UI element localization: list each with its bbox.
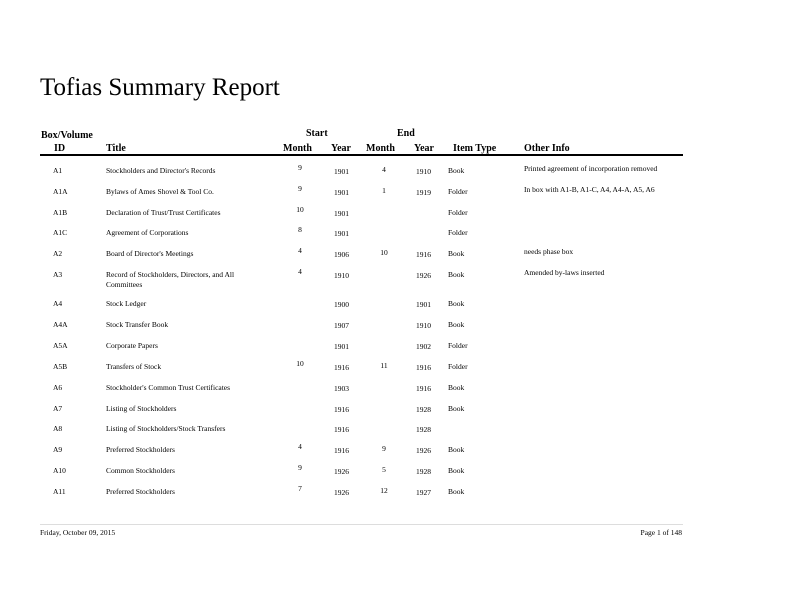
cell-start-year: 1916 [334,363,349,372]
cell-item-type: Book [448,299,465,308]
cell-title: Preferred Stockholders [106,445,175,454]
cell-title: Stock Ledger [106,299,147,308]
cell-start-year: 1926 [334,488,349,497]
cell-start-year: 1916 [334,425,349,434]
table-row [0,225,792,249]
cell-end-year: 1928 [416,405,431,414]
cell-end-year: 1910 [416,321,431,330]
cell-item-type: Folder [448,362,468,371]
table-row [0,163,792,187]
cell-item-type: Book [448,249,465,258]
cell-item-type: Book [448,466,465,475]
cell-id: A1 [53,166,63,175]
cell-title: Corporate Papers [106,341,158,350]
cell-start-month: 10 [296,205,304,214]
cell-item-type: Book [448,320,465,329]
cell-start-year: 1916 [334,405,349,414]
cell-end-month: 4 [382,165,386,174]
cell-end-year: 1902 [416,342,431,351]
cell-title: Board of Director's Meetings [106,249,194,258]
cell-end-year: 1916 [416,250,431,259]
cell-id: A5A [53,341,68,350]
cell-title: Common Stockholders [106,466,175,475]
cell-id: A4 [53,299,63,308]
cell-start-month: 9 [298,184,302,193]
cell-item-type: Book [448,404,465,413]
report-title: Tofias Summary Report [40,74,280,101]
footer-page-number: Page 1 of 148 [640,528,682,537]
cell-start-year: 1906 [334,250,349,259]
table-row [0,404,792,425]
cell-start-month: 9 [298,163,302,172]
cell-id: A1C [53,228,68,237]
cell-item-type: Book [448,383,465,392]
cell-start-year: 1901 [334,342,349,351]
header-end: End [397,128,415,139]
cell-start-year: 1901 [334,167,349,176]
cell-other-info: In box with A1-B, A1-C, A4, A4-A, A5, A6 [524,185,655,194]
cell-id: A9 [53,445,63,454]
cell-item-type: Book [448,166,465,175]
cell-start-year: 1903 [334,384,349,393]
cell-end-year: 1916 [416,384,431,393]
cell-end-year: 1928 [416,467,431,476]
cell-id: A1B [53,208,68,217]
cell-start-year: 1901 [334,209,349,218]
table-row [0,267,792,298]
cell-end-year: 1910 [416,167,431,176]
cell-title: Listing of Stockholders [106,404,177,413]
header-start-month: Month [283,143,312,154]
cell-end-year: 1926 [416,271,431,280]
cell-other-info: Printed agreement of incorporation removed [524,164,658,173]
table-row [0,424,792,445]
cell-end-year: 1927 [416,488,431,497]
cell-start-year: 1900 [334,300,349,309]
cell-id: A1A [53,187,68,196]
footer-date: Friday, October 09, 2015 [40,528,116,537]
cell-end-month: 12 [380,486,388,495]
cell-id: A5B [53,362,68,371]
cell-title: Preferred Stockholders [106,487,175,496]
header-end-year: Year [414,143,434,154]
cell-item-type: Folder [448,208,468,217]
header-end-month: Month [366,143,395,154]
cell-start-year: 1916 [334,446,349,455]
cell-start-month: 4 [298,246,302,255]
table-row [0,299,792,320]
table-row [0,341,792,362]
header-start-year: Year [331,143,351,154]
table-row [0,184,792,208]
cell-title: Record of Stockholders, Directors, and All Committees [106,270,235,289]
cell-start-year: 1901 [334,229,349,238]
cell-end-year: 1916 [416,363,431,372]
cell-start-year: 1901 [334,188,349,197]
table-row [0,484,792,508]
cell-id: A11 [53,487,66,496]
header-box-volume: Box/Volume [41,130,93,141]
cell-title: Stockholder's Common Trust Certificates [106,383,231,392]
cell-end-year: 1901 [416,300,431,309]
table-row [0,359,792,383]
footer-divider [40,524,683,525]
header-id: ID [54,143,66,154]
table-row [0,246,792,270]
cell-item-type: Folder [448,228,468,237]
cell-title: Agreement of Corporations [106,228,189,237]
cell-end-month: 9 [382,444,386,453]
table-row [0,205,792,229]
cell-end-month: 5 [382,465,386,474]
cell-id: A8 [53,424,63,433]
cell-id: A6 [53,383,63,392]
cell-title: Stockholders and Director's Records [106,166,216,175]
cell-start-month: 7 [298,484,302,493]
cell-start-month: 4 [298,267,302,276]
cell-start-month: 4 [298,442,302,451]
cell-start-month: 9 [298,463,302,472]
table-row [0,320,792,341]
table-row [0,383,792,404]
cell-item-type: Folder [448,187,468,196]
cell-end-year: 1928 [416,425,431,434]
cell-start-month: 10 [296,359,304,368]
cell-end-month: 11 [380,361,388,370]
cell-item-type: Folder [448,341,468,350]
cell-end-year: 1919 [416,188,431,197]
header-divider [40,154,683,156]
cell-title: Declaration of Trust/Trust Certificates [106,208,221,217]
cell-end-month: 1 [382,186,386,195]
cell-title: Bylaws of Ames Shovel & Tool Co. [106,187,214,196]
header-item-type: Item Type [453,143,497,154]
cell-item-type: Book [448,445,465,454]
cell-title: Stock Transfer Book [106,320,169,329]
header-start: Start [306,128,328,139]
header-title: Title [106,143,126,154]
cell-end-year: 1926 [416,446,431,455]
cell-item-type: Book [448,487,465,496]
table-row [0,463,792,487]
cell-title: Transfers of Stock [106,362,162,371]
cell-id: A4A [53,320,68,329]
cell-start-year: 1907 [334,321,349,330]
cell-title: Listing of Stockholders/Stock Transfers [106,424,226,433]
cell-id: A10 [53,466,66,475]
cell-start-year: 1926 [334,467,349,476]
header-other-info: Other Info [524,143,570,154]
cell-start-month: 8 [298,225,302,234]
cell-id: A2 [53,249,63,258]
cell-other-info: needs phase box [524,247,574,256]
cell-start-year: 1910 [334,271,349,280]
cell-id: A7 [53,404,63,413]
cell-end-month: 10 [380,248,388,257]
table-row [0,442,792,466]
cell-other-info: Amended by-laws inserted [524,268,605,277]
cell-item-type: Book [448,270,465,279]
cell-id: A3 [53,270,63,279]
